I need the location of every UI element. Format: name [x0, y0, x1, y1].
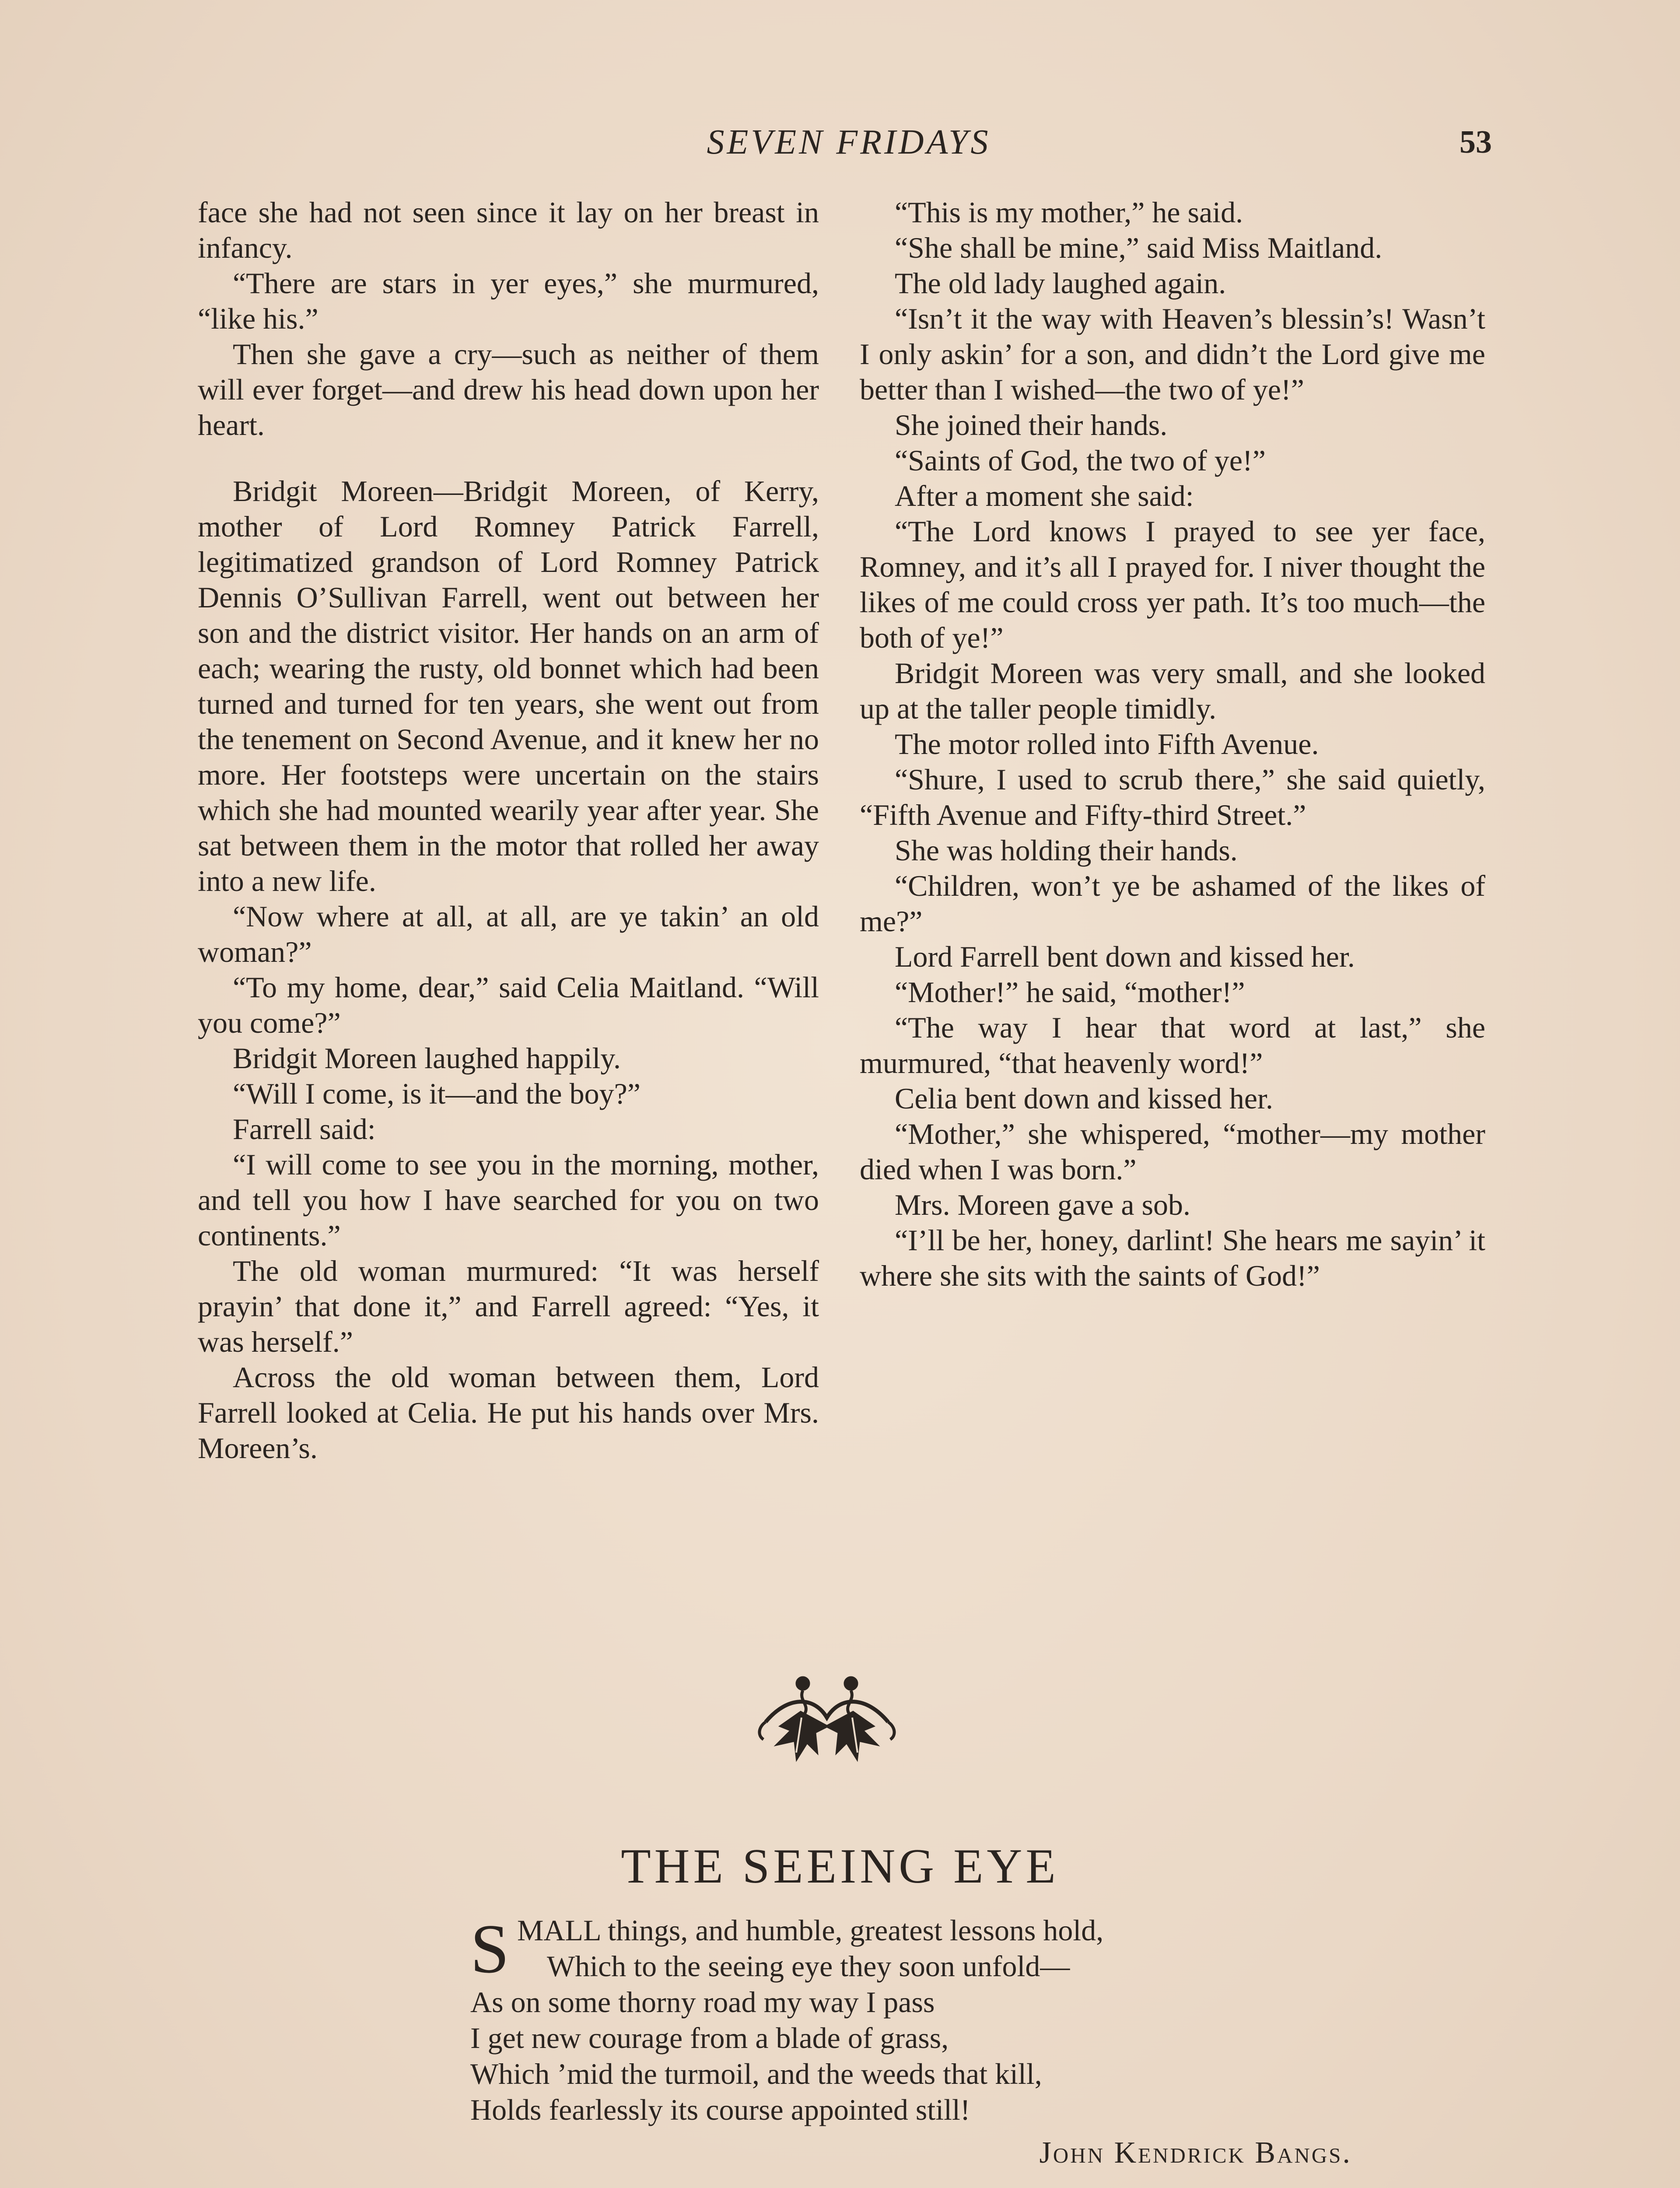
paragraph: Then she gave a cry—such as neither of them will ever forget—and drew his head down upon her heart. [198, 337, 819, 442]
paragraph: “Mother,” she whispered, “mother—my mother died when I was born.” [860, 1117, 1485, 1186]
paragraph: Across the old woman between them, Lord Farrell looked at Celia. He put his hands over Mrs. Moreen’s. [198, 1360, 819, 1465]
paragraph: Mrs. Moreen gave a sob. [895, 1188, 1191, 1221]
paragraph: “Shure, I used to scrub there,” she said quietly, “Fifth Avenue and Fifty-third Street.” [860, 763, 1485, 831]
paragraph: She was holding their hands. [895, 834, 1238, 867]
paragraph: “Saints of God, the two of ye!” [895, 444, 1266, 477]
poem-line: Which to the seeing eye they soon unfold— [547, 1950, 1070, 1983]
poem-author: John Kendrick Bangs. [1039, 2136, 1352, 2170]
paragraph: “I will come to see you in the morning, mother, and tell you how I have searched for you on two continents.” [198, 1148, 819, 1252]
paragraph: Bridgit Moreen—Bridgit Moreen, of Kerry, mother of Lord Romney Patrick Farrell, legitimatized grandson of Lord Romney Patrick Dennis O’Sullivan Farrell, went out between her son and the district visitor. Her hands on an arm of each; wearing the rusty, old bonnet which had been turned and turned for ten years, she went out from the tenement on Second Avenue, and it knew her no more. Her footsteps were uncertain on the stairs which she had mounted wearily year after year. She sat between them in the motor that rolled her away into a new life. [198, 474, 819, 898]
paragraph: “The Lord knows I prayed to see yer face, Romney, and it’s all I prayed for. I niver thought the likes of me could cross yer path. It’s too much—the both of ye!” [860, 515, 1485, 654]
paragraph: The old lady laughed again. [895, 266, 1226, 300]
paragraph: “I’ll be her, honey, darlint! She hears me sayin’ it where she sits with the saints of God!” [860, 1224, 1485, 1292]
poem-first-line: MALL things, and humble, greatest lessons hold, [517, 1914, 1104, 1947]
leaf-vine-ornament-icon [748, 1669, 906, 1768]
poem-line: As on some thorny road my way I pass [470, 1985, 935, 2019]
paragraph: “Children, won’t ye be ashamed of the likes of me?” [860, 869, 1485, 938]
paragraph: “Isn’t it the way with Heaven’s blessin’s! Wasn’t I only askin’ for a son, and didn’t the Lord give me better than I wished—the two of ye!” [860, 302, 1485, 406]
paragraph: Celia bent down and kissed her. [895, 1082, 1273, 1115]
paragraph: “She shall be mine,” said Miss Maitland. [895, 231, 1382, 264]
poem-line: I get new courage from a blade of grass, [470, 2021, 949, 2055]
right-text-column [860, 195, 1485, 1294]
paragraph: The motor rolled into Fifth Avenue. [895, 727, 1319, 761]
left-text-column [198, 195, 819, 1466]
paragraph: “To my home, dear,” said Celia Maitland. “Will you come?” [198, 971, 819, 1039]
poem-line: Holds fearlessly its course appointed still! [470, 2093, 970, 2126]
poem-line: Which ’mid the turmoil, and the weeds that kill, [470, 2057, 1042, 2090]
paragraph: “Will I come, is it—and the boy?” [233, 1077, 640, 1110]
paragraph: “This is my mother,” he said. [895, 196, 1243, 229]
paragraph: Bridgit Moreen laughed happily. [233, 1041, 621, 1075]
paragraph: Bridgit Moreen was very small, and she looked up at the taller people timidly. [860, 656, 1485, 725]
drop-cap: S [470, 1910, 509, 1988]
paragraph: The old woman murmured: “It was herself prayin’ that done it,” and Farrell agreed: “Yes, it was herself.” [198, 1254, 819, 1358]
poem-body [470, 1912, 1345, 2128]
running-head-title: SEVEN FRIDAYS [707, 123, 991, 161]
paragraph: face she had not seen since it lay on her breast in infancy. [198, 196, 819, 264]
page-number: 53 [1460, 124, 1492, 160]
paragraph: “There are stars in yer eyes,” she murmured, “like his.” [198, 266, 819, 335]
paragraph: “Now where at all, at all, are ye takin’ an old woman?” [198, 900, 819, 968]
paragraph: “Mother!” he said, “mother!” [895, 975, 1245, 1009]
paragraph: “The way I hear that word at last,” she murmured, “that heavenly word!” [860, 1011, 1485, 1080]
poem-title: THE SEEING EYE [621, 1839, 1059, 1893]
paragraph: Farrell said: [233, 1112, 376, 1146]
paragraph: After a moment she said: [895, 479, 1194, 512]
paragraph: She joined their hands. [895, 408, 1168, 442]
running-head [0, 118, 1680, 166]
paragraph: Lord Farrell bent down and kissed her. [895, 940, 1355, 973]
